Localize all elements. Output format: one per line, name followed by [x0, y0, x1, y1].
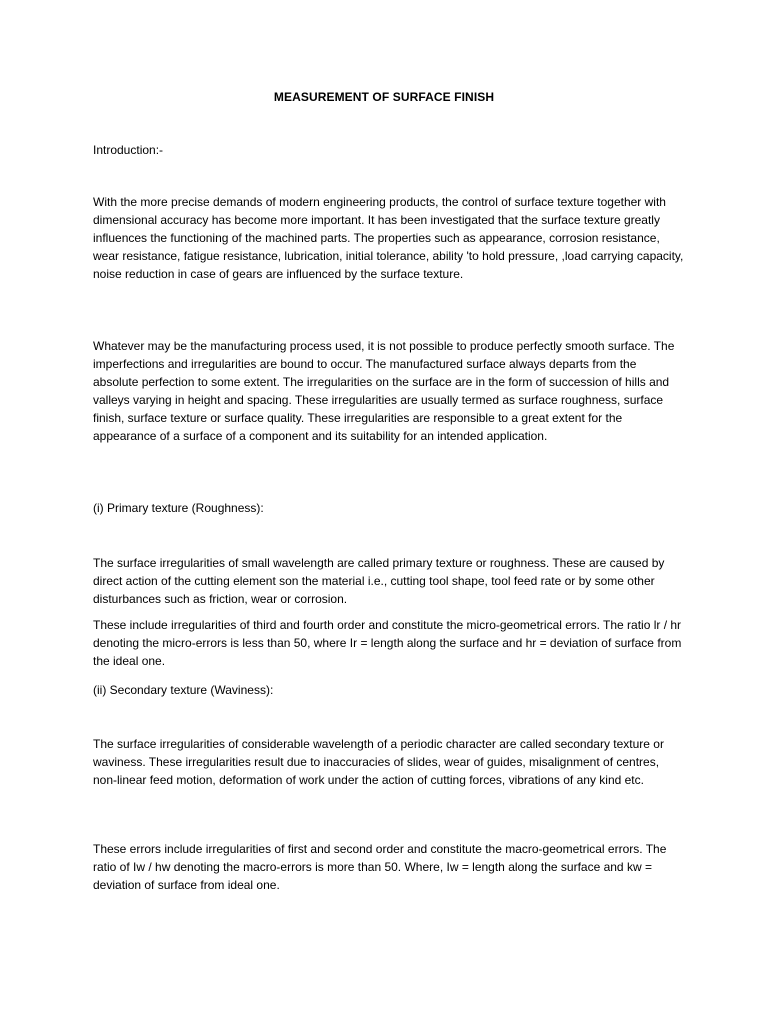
primary-texture-paragraph-1: The surface irregularities of small wavelength are called primary texture or roughness. These are caused by direct action of the cutting element son the material i.e., cutting tool shape, tool feed rate or by some other disturbances such as friction, wear or corrosion.: [93, 556, 665, 606]
introduction-paragraph-2: Whatever may be the manufacturing process used, it is not possible to produce perfectly smooth surface. The imperfections and irregularities are bound to occur. The manufactured surface always departs from the absolute perfection to some extent. The irregularities on the surface are in the form of succession of hills and valleys varying in height and spacing. These irregularities are usually termed as surface roughness, surface finish, surface texture or surface quality. These irregularities are responsible to a great extent for the appearance of a surface of a component and its suitability for an intended application.: [93, 339, 675, 443]
primary-texture-heading: (i) Primary texture (Roughness):: [93, 501, 264, 515]
secondary-texture-paragraph-2: These errors include irregularities of first and second order and constitute the macro-geometrical errors. The ratio of Iw / hw denoting the macro-errors is more than 50. Where, Iw = length along the surface and kw = deviation of surface from ideal one.: [93, 842, 667, 892]
introduction-heading: Introduction:-: [93, 143, 164, 157]
secondary-texture-paragraph-1: The surface irregularities of considerable wavelength of a periodic character are called secondary texture or waviness. These irregularities result due to inaccuracies of slides, wear of guides, misalignment of centres, non-linear feed motion, deformation of work under the action of cutting forces, vibrations of any kind etc.: [93, 737, 664, 787]
introduction-paragraph-1: With the more precise demands of modern engineering products, the control of surface texture together with dimensional accuracy has become more important. It has been investigated that the surface texture greatly influences the functioning of the machined parts. The properties such as appearance, corrosion resistance, wear resistance, fatigue resistance, lubrication, initial tolerance, ability 'to hold pressure, ,load carrying capacity, noise reduction in case of gears are influenced by the surface texture.: [93, 195, 684, 281]
document-title: MEASUREMENT OF SURFACE FINISH: [273, 90, 495, 104]
primary-texture-paragraph-2: These include irregularities of third and fourth order and constitute the micro-geometrical errors. The ratio lr / hr denoting the micro-errors is less than 50, where Ir = length along the surface and hr = deviation of surface from the ideal one.: [93, 618, 682, 668]
secondary-texture-heading: (ii) Secondary texture (Waviness):: [93, 683, 274, 697]
